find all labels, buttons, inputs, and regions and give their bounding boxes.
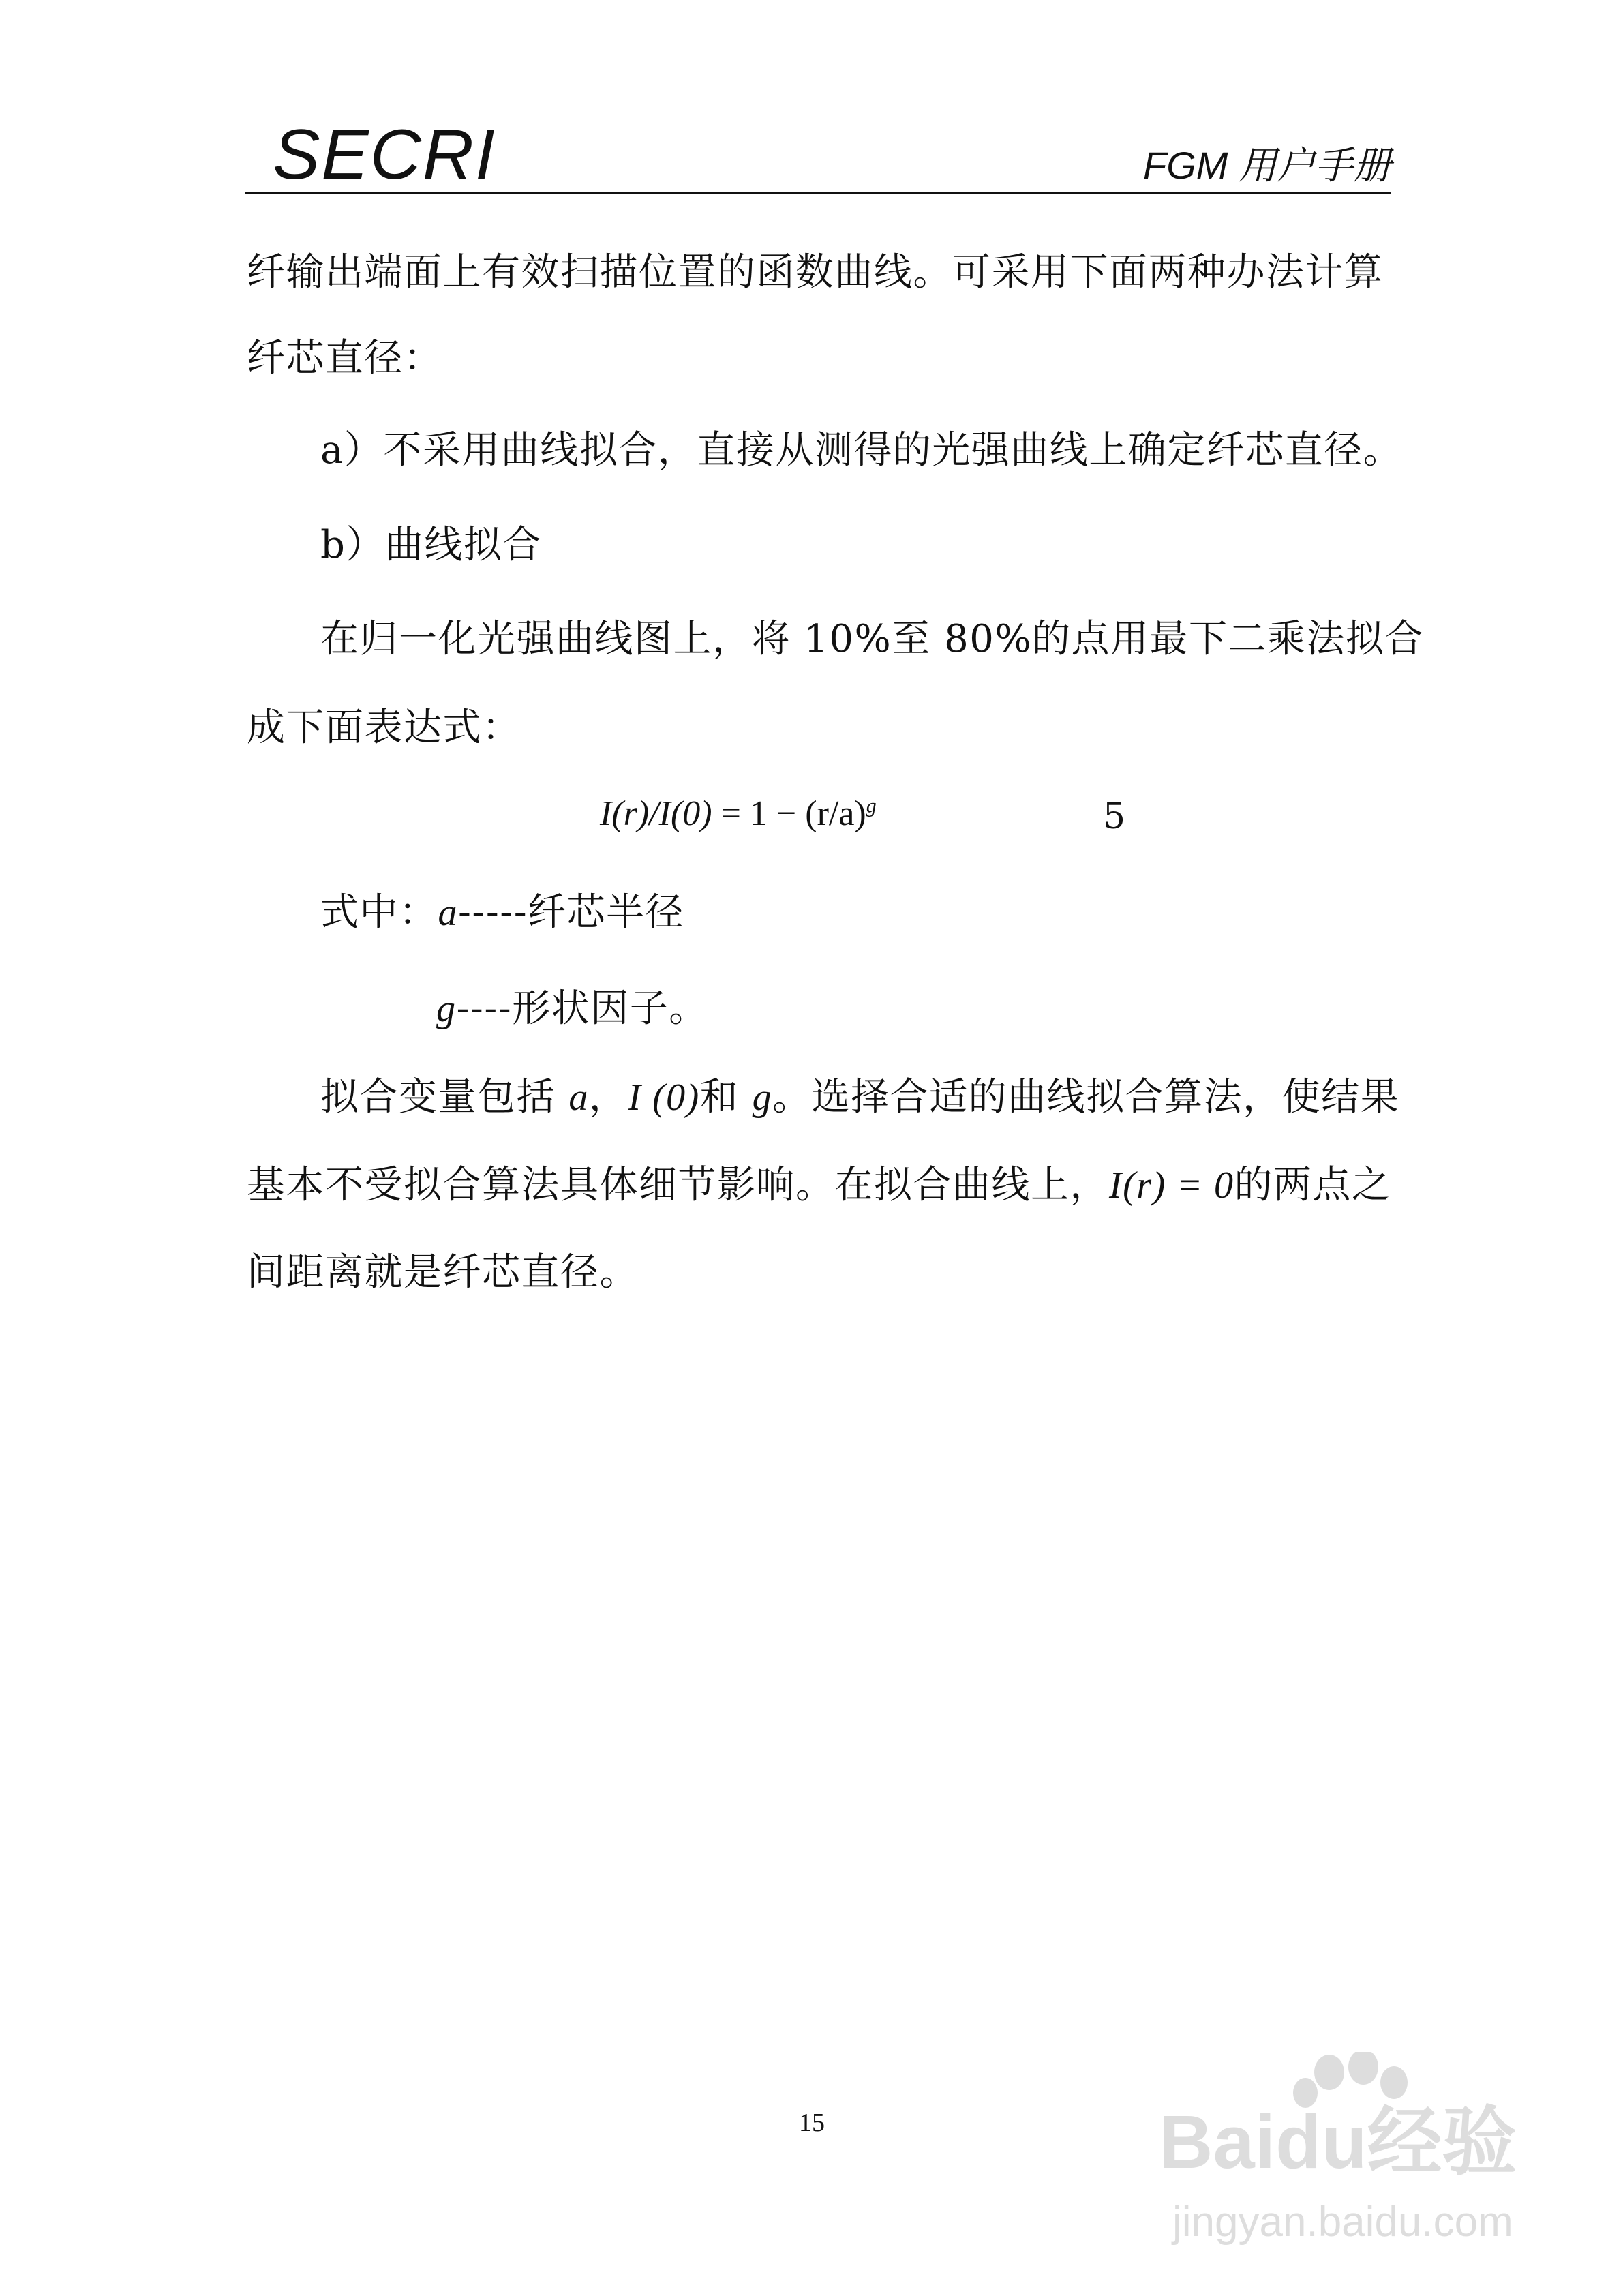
text-span: 基本不受拟合算法具体细节影响。在拟合曲线上， — [247, 1163, 1109, 1207]
paragraph-line-10 — [247, 1162, 1391, 1209]
text-span: 拟合变量包括 — [320, 1075, 569, 1119]
symbol-a: a — [568, 1076, 589, 1119]
formula-lhs: I(r)/I(0) — [600, 794, 712, 833]
text-span: ， — [588, 1075, 628, 1119]
paragraph-line-9 — [320, 1074, 1399, 1121]
paragraph-line-5: 在归一化光强曲线图上，将 10%至 80%的点用最下二乘法拟合 — [320, 617, 1425, 661]
where-a-text: -----纤芯半径 — [458, 890, 685, 935]
watermark-url: jingyan.baidu.com — [1172, 2199, 1513, 2246]
formula — [600, 793, 877, 835]
paw-icon — [1293, 2052, 1408, 2108]
where-a-line — [320, 890, 684, 936]
header-rule — [245, 192, 1391, 194]
symbol-i0: I (0) — [628, 1076, 700, 1119]
where-g-symbol: g — [436, 988, 457, 1030]
inline-expression: I(r) = 0 — [1109, 1164, 1234, 1207]
text-span: 的两点之 — [1234, 1163, 1391, 1207]
paragraph-line-1: 纤输出端面上有效扫描位置的函数曲线。可采用下面两种办法计算 — [247, 250, 1384, 294]
equation-number: 5 — [1103, 796, 1126, 837]
paragraph-line-6: 成下面表达式： — [247, 706, 521, 750]
list-item-b: b）曲线拟合 — [320, 523, 542, 567]
text-span: 和 — [699, 1075, 753, 1119]
watermark-brand: Baidu经验 — [1159, 2100, 1517, 2184]
header-brand: SECRI — [273, 115, 496, 194]
formula-exponent: g — [866, 794, 877, 817]
header-doc-title: FGM 用户手册 — [1143, 144, 1391, 187]
where-a-symbol: a — [438, 892, 458, 934]
page-number: 15 — [799, 2109, 825, 2137]
baidu-watermark-logo — [1159, 2052, 1541, 2256]
where-prefix: 式中： — [320, 890, 438, 935]
where-g-text: ----形状因子。 — [456, 986, 708, 1031]
paragraph-line-11: 间距离就是纤芯直径。 — [247, 1250, 639, 1295]
symbol-g: g — [752, 1076, 773, 1119]
formula-rhs: = 1 − (r/a) — [721, 794, 866, 833]
where-g-line — [436, 986, 708, 1032]
paragraph-line-2: 纤芯直径： — [247, 336, 443, 380]
list-item-a: a）不采用曲线拟合，直接从测得的光强曲线上确定纤芯直径。 — [320, 428, 1403, 472]
text-span: 。选择合适的曲线拟合算法，使结果 — [772, 1075, 1400, 1119]
